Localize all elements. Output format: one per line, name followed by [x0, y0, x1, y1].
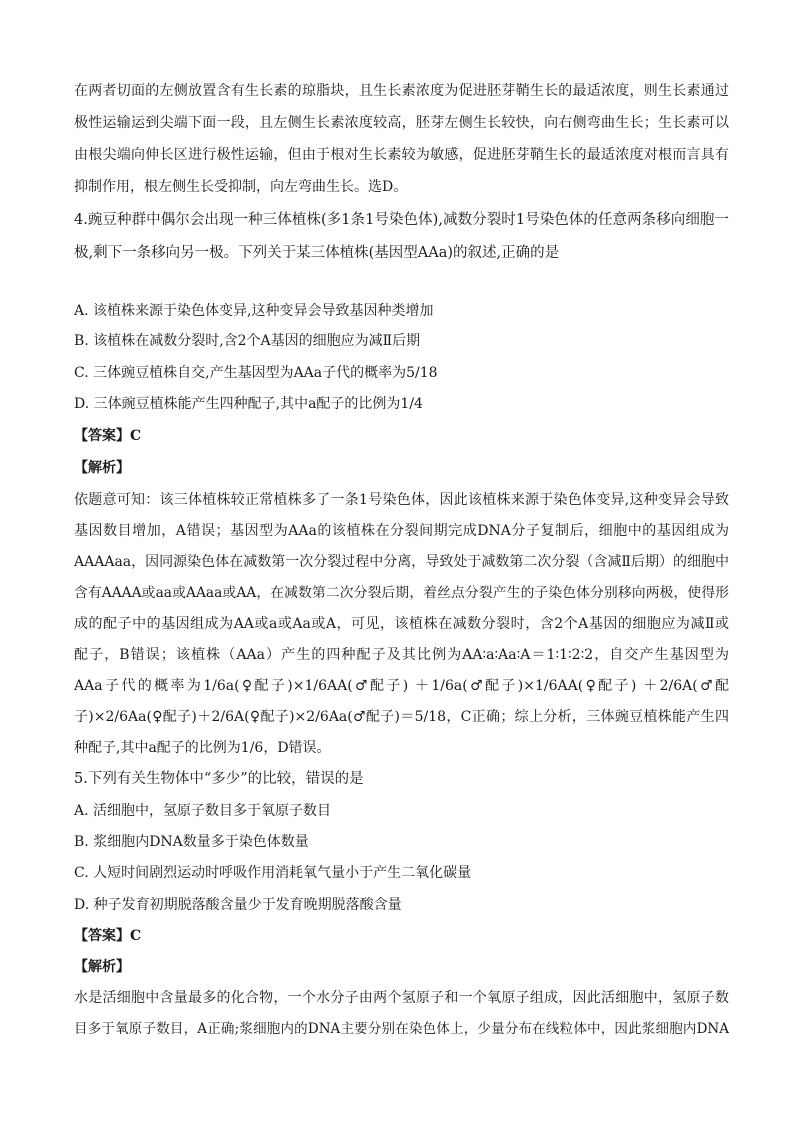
q4-option-c: C. 三体豌豆植株自交,产生基因型为AAa子代的概率为5/18 [74, 365, 438, 381]
q5-option-b: B. 浆细胞内DNA数量多于染色体数量 [74, 834, 309, 850]
q4-answer: 【答案】C [74, 428, 142, 444]
q5-analysis-line-2: 目多于氧原子数目，A正确;浆细胞内的DNA主要分别在染色体上，少量分布在线粒体中，因此浆细胞内DNA [74, 1021, 729, 1037]
q4-stem-line-2: 极,剩下一条移向另一极。下列关于某三体植株(基因型AAa)的叙述,正确的是 [74, 245, 560, 261]
prev-analysis-line-3: 由根尖端向伸长区进行极性运输，但由于根对生长素较为敏感，促进胚芽鞘生长的最适浓度对根而言具有 [74, 147, 729, 163]
q5-analysis-line-1: 水是活细胞中含量最多的化合物，一个水分子由两个氢原子和一个氧原子组成，因此活细胞中，氢原子数 [74, 990, 729, 1006]
prev-analysis-line-4: 抑制作用，根左侧生长受抑制，向左弯曲生长。选D。 [74, 179, 408, 195]
q5-analysis-heading: 【解析】 [74, 959, 130, 975]
q4-option-d: D. 三体豌豆植株能产生四种配子,其中a配子的比例为1/4 [74, 396, 423, 412]
q4-analysis-line-6: 配子，B错误；该植株（AAa）产生的四种配子及其比例为AA∶a∶Aa∶A＝1∶1∶2∶2，自交产生基因型为 [74, 647, 729, 663]
q4-analysis-line-1: 依题意可知：该三体植株较正常植株多了一条1号染色体，因此该植株来源于染色体变异,这种变异会导致 [74, 492, 729, 508]
prev-analysis-line-2: 极性运输运到尖端下面一段，且左侧生长素浓度较高，胚芽左侧生长较快，向右侧弯曲生长；生长素可以 [74, 115, 729, 131]
q5-option-d: D. 种子发育初期脱落酸含量少于发育晚期脱落酸含量 [74, 897, 402, 913]
q4-analysis-line-9: 种配子,其中a配子的比例为1/6，D错误。 [74, 740, 331, 756]
prev-analysis-line-1: 在两者切面的左侧放置含有生长素的琼脂块，且生长素浓度为促进胚芽鞘生长的最适浓度，则生长素通过 [74, 83, 729, 99]
q4-option-b: B. 该植株在减数分裂时,含2个A基因的细胞应为减Ⅱ后期 [74, 333, 421, 349]
q5-answer: 【答案】C [74, 928, 142, 944]
q5-option-a: A. 活细胞中，氢原子数目多于氧原子数目 [74, 803, 332, 819]
q4-stem-line-1: 4.豌豆种群中偶尔会出现一种三体植株(多1条1号染色体),减数分裂时1号染色体的任意两条移向细胞一 [74, 212, 729, 228]
q4-analysis-heading: 【解析】 [74, 460, 130, 476]
q4-analysis-line-3: AAAAaa，因同源染色体在减数第一次分裂过程中分离，导致处于减数第二次分裂（含减Ⅱ后期）的细胞中 [74, 554, 729, 570]
q4-analysis-line-5: 成的配子中的基因组成为AA或a或Aa或A，可见，该植株在减数分裂时，含2个A基因的细胞应为减Ⅱ或 [74, 616, 729, 632]
q4-option-a: A. 该植株来源于染色体变异,这种变异会导致基因种类增加 [74, 303, 434, 319]
q4-analysis-line-8: 子)×2/6Aa(♀配子)＋2/6A(♀配子)×2/6Aa(♂配子)＝5/18，C正确；综上分析，三体豌豆植株能产生四 [74, 709, 729, 725]
q4-analysis-line-7: AAa子代的概率为1/6a(♀配子)×1/6AA(♂配子) ＋1/6a(♂配子)×1/6AA(♀配子) ＋2/6A(♂配 [74, 678, 729, 694]
q4-analysis-line-4: 含有AAAA或aa或AAaa或AA，在减数第二次分裂后期，着丝点分裂产生的子染色体分别移向两极，使得形 [74, 585, 729, 601]
q4-analysis-line-2: 基因数目增加，A错误；基因型为AAa的该植株在分裂间期完成DNA分子复制后，细胞中的基因组成为 [74, 523, 729, 539]
q5-stem: 5.下列有关生物体中“多少”的比较，错误的是 [74, 771, 364, 787]
q5-option-c: C. 人短时间剧烈运动时呼吸作用消耗氧气量小于产生二氧化碳量 [74, 865, 472, 881]
